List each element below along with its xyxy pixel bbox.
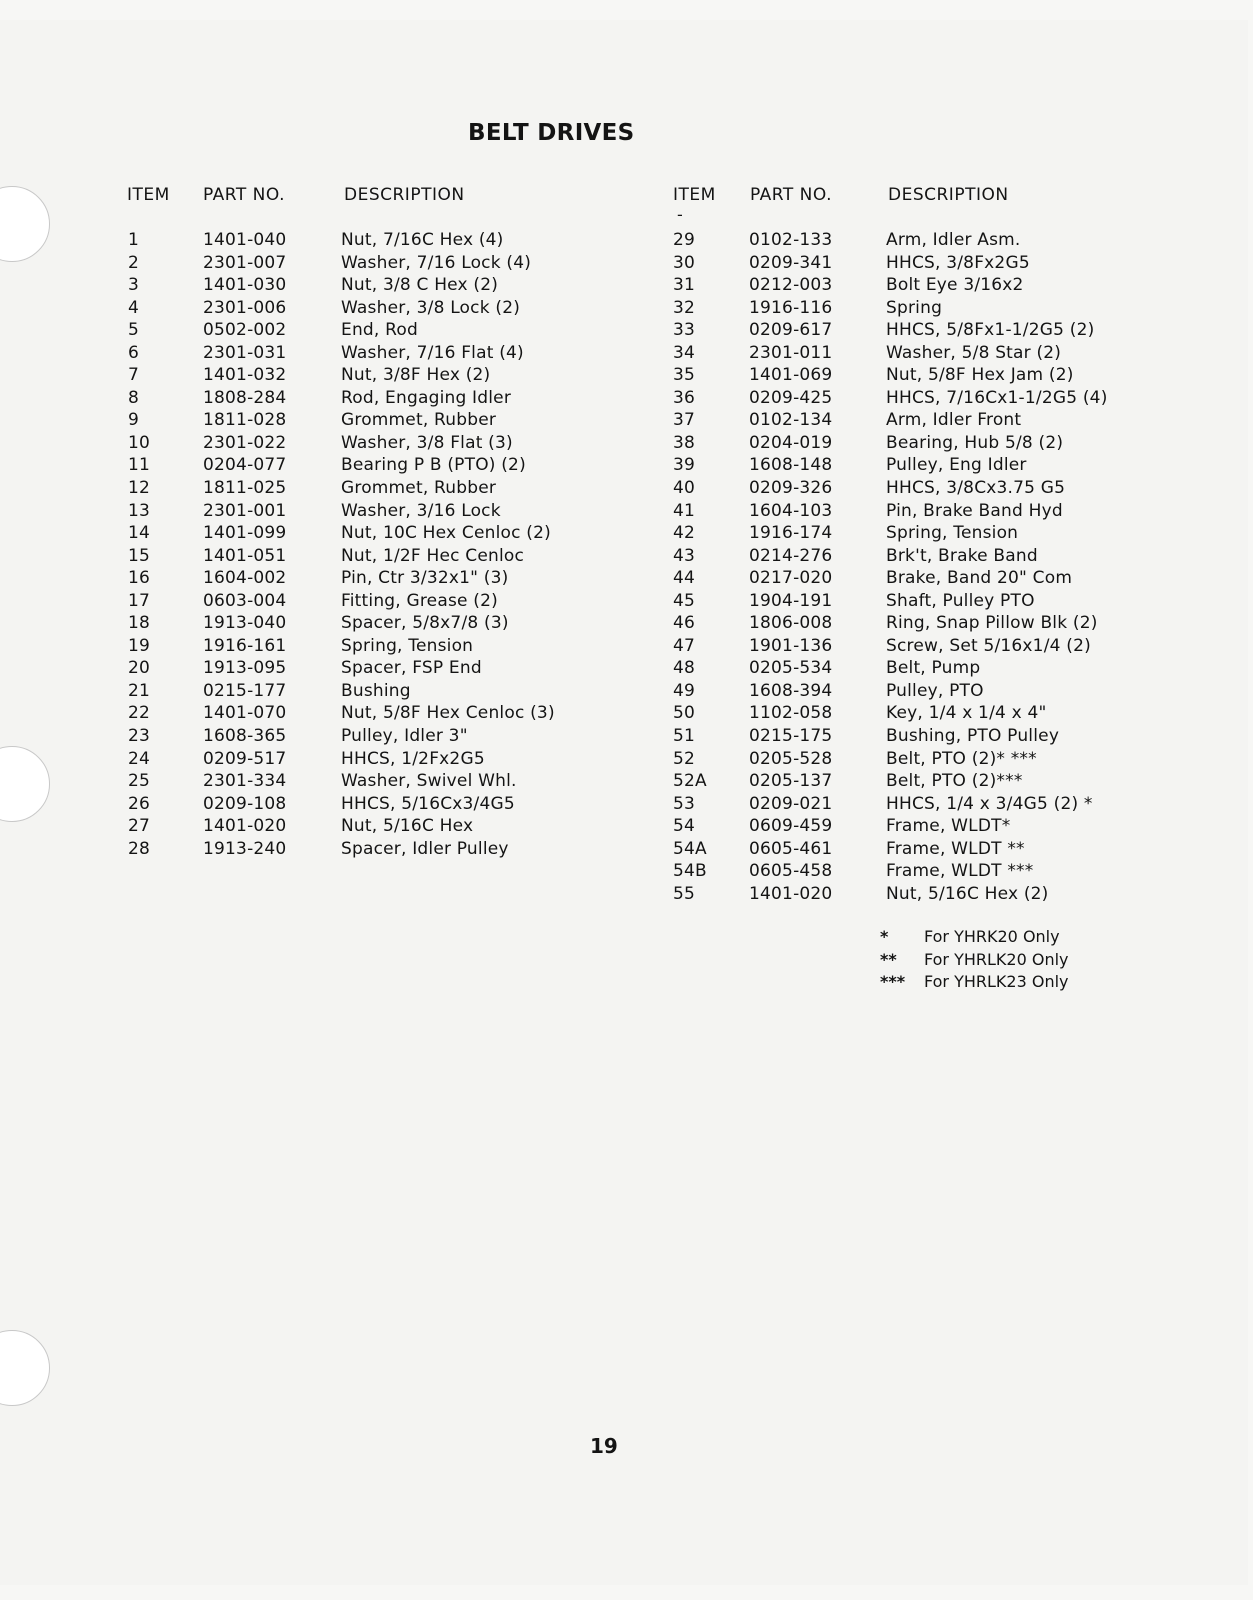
item-number: 53 [673,793,696,814]
item-number: 38 [673,432,696,453]
part-number: 1102-058 [749,703,833,724]
part-description: Nut, 5/8F Hex Cenloc (3) [341,703,555,724]
part-number: 1401-051 [203,545,287,566]
part-description: Screw, Set 5/16x1/4 (2) [886,635,1091,656]
part-description: Shaft, Pulley PTO [886,590,1035,611]
part-number: 2301-011 [749,342,833,363]
item-number: 19 [128,635,151,656]
footnotes [880,926,1069,994]
left-item-column [128,229,150,860]
part-number: 2301-001 [203,500,287,521]
part-description: Nut, 3/8 C Hex (2) [341,275,499,296]
part-number: 1401-070 [203,703,287,724]
item-number: 11 [128,455,151,476]
footnote-marker: * [880,927,889,946]
item-number: 9 [128,410,140,431]
part-description: HHCS, 1/2Fx2G5 [341,748,485,769]
part-description: Grommet, Rubber [341,410,497,431]
item-number: 43 [673,545,696,566]
part-number: 0215-175 [749,726,833,747]
item-number: 27 [128,816,151,837]
item-number: 6 [128,342,140,363]
part-description: Belt, Pump [886,658,981,679]
footnote-marker: *** [880,972,906,991]
part-number: 1608-365 [203,726,287,747]
part-description: HHCS, 5/16Cx3/4G5 [341,793,515,814]
item-number: 45 [673,590,696,611]
part-description: Bushing, PTO Pulley [886,726,1060,747]
item-number: 15 [128,545,151,566]
header-dash: - [677,205,683,224]
part-number: 1806-008 [749,613,833,634]
part-number: 1401-069 [749,365,833,386]
part-description: Washer, 3/16 Lock [341,500,501,521]
item-number: 36 [673,387,696,408]
item-number: 41 [673,500,696,521]
part-number: 2301-031 [203,342,287,363]
item-number: 24 [128,748,151,769]
right-item-column [673,229,707,905]
item-number: 50 [673,703,696,724]
header-item-right: ITEM [673,185,716,205]
part-description: Nut, 10C Hex Cenloc (2) [341,523,551,544]
part-description: Arm, Idler Asm. [886,230,1021,250]
part-number: 0102-134 [749,410,833,431]
item-number: 39 [673,455,696,476]
part-description: Nut, 5/8F Hex Jam (2) [886,365,1074,386]
part-number: 1401-032 [203,365,287,386]
item-number: 3 [128,275,140,296]
part-description: Washer, 7/16 Flat (4) [341,342,524,363]
part-number: 0609-459 [749,816,833,837]
item-number: 28 [128,838,151,859]
part-number: 0209-021 [749,793,833,814]
part-number: 1604-002 [203,568,287,589]
item-number: 12 [128,478,151,499]
part-description: Bearing, Hub 5/8 (2) [886,432,1064,453]
item-number: 4 [128,297,140,318]
part-description: Grommet, Rubber [341,478,497,499]
part-number: 1604-103 [749,500,833,521]
part-number: 1811-028 [203,410,287,431]
footnote-text: For YHRLK23 Only [924,972,1069,991]
part-description: Ring, Snap Pillow Blk (2) [886,613,1098,634]
page-number: 19 [590,1434,618,1458]
part-description: Washer, 3/8 Lock (2) [341,297,521,318]
item-number: 13 [128,500,151,521]
part-description: Spring, Tension [341,635,474,656]
part-description: End, Rod [341,320,418,341]
part-description: HHCS, 5/8Fx1-1/2G5 (2) [886,320,1095,341]
item-number: 5 [128,320,140,341]
part-number: 0204-077 [203,455,287,476]
part-number: 0209-108 [203,793,287,814]
item-number: 46 [673,613,696,634]
part-description: Nut, 3/8F Hex (2) [341,365,491,386]
part-number: 2301-006 [203,297,287,318]
part-description: Washer, 3/8 Flat (3) [341,432,513,453]
item-number: 20 [128,658,151,679]
part-description: Arm, Idler Front [886,410,1022,431]
part-description: Rod, Engaging Idler [341,387,512,408]
part-number: 1913-240 [203,838,287,859]
item-number: 10 [128,432,151,453]
part-number: 0209-425 [749,387,833,408]
part-number: 1401-030 [203,275,287,296]
part-number: 0205-137 [749,771,833,792]
part-description: Washer, Swivel Whl. [341,771,517,792]
part-number: 1401-020 [203,816,287,837]
part-number: 1808-284 [203,387,287,408]
item-number: 14 [128,523,151,544]
part-number: 0212-003 [749,275,833,296]
part-number: 0209-617 [749,320,833,341]
part-description: Pin, Ctr 3/32x1" (3) [341,568,509,589]
item-number: 30 [673,252,696,273]
part-description: HHCS, 1/4 x 3/4G5 (2) * [886,793,1093,814]
part-description: Key, 1/4 x 1/4 x 4" [886,703,1047,724]
part-description: Fitting, Grease (2) [341,590,498,611]
footnote [880,971,1069,994]
part-description: Bearing P B (PTO) (2) [341,455,526,476]
part-description: Frame, WLDT* [886,816,1011,837]
part-description: Spacer, 5/8x7/8 (3) [341,613,509,634]
item-number: 29 [673,230,696,250]
part-number: 1401-020 [749,883,833,904]
item-number: 44 [673,568,696,589]
part-number: 1916-161 [203,635,287,656]
item-number: 18 [128,613,151,634]
part-number: 0209-326 [749,478,833,499]
part-number: 1608-394 [749,680,833,701]
item-number: 17 [128,590,151,611]
part-description: Nut, 5/16C Hex [341,816,474,837]
part-description: Pin, Brake Band Hyd [886,500,1063,521]
item-number: 21 [128,680,151,701]
part-description: Nut, 1/2F Hec Cenloc [341,545,525,566]
part-number: 0217-020 [749,568,833,589]
footnote [880,926,1069,949]
item-number: 35 [673,365,696,386]
page-title: BELT DRIVES [468,120,635,146]
part-number: 0209-517 [203,748,287,769]
part-number: 0605-458 [749,861,833,882]
item-number: 52A [673,771,707,792]
part-description: Brk't, Brake Band [886,545,1038,566]
part-number: 1904-191 [749,590,833,611]
item-number: 47 [673,635,696,656]
item-number: 33 [673,320,696,341]
item-number: 31 [673,275,696,296]
item-number: 55 [673,883,696,904]
header-part-no-right: PART NO. [750,185,832,205]
part-description: Bolt Eye 3/16x2 [886,275,1024,296]
part-number: 1916-116 [749,297,833,318]
part-description: Spring, Tension [886,523,1019,544]
item-number: 32 [673,297,696,318]
footnote-text: For YHRLK20 Only [924,949,1069,969]
part-description: HHCS, 7/16Cx1-1/2G5 (4) [886,387,1108,408]
footnote-marker: ** [880,949,897,969]
item-number: 54B [673,861,707,882]
part-number: 0102-133 [749,230,833,250]
part-number: 1901-136 [749,635,833,656]
part-number: 1401-099 [203,523,287,544]
item-number: 42 [673,523,696,544]
item-number: 7 [128,365,140,386]
part-description: Spring [886,297,943,318]
part-description: Nut, 5/16C Hex (2) [886,883,1049,904]
part-number: 2301-334 [203,771,287,792]
item-number: 34 [673,342,696,363]
part-number: 0205-534 [749,658,833,679]
part-number: 0204-019 [749,432,833,453]
part-number: 1401-040 [203,230,287,250]
footnote-text: For YHRK20 Only [924,927,1060,946]
part-description: Frame, WLDT *** [886,861,1034,882]
item-number: 16 [128,568,151,589]
item-number: 52 [673,748,696,769]
item-number: 37 [673,410,696,431]
part-description: Belt, PTO (2)* *** [886,748,1037,769]
part-number: 0214-276 [749,545,833,566]
part-description: Brake, Band 20" Com [886,568,1073,589]
part-number: 0209-341 [749,252,833,273]
part-number: 1608-148 [749,455,833,476]
left-part-column [203,229,286,860]
item-number: 8 [128,387,140,408]
right-part-column [749,229,832,905]
part-number: 2301-022 [203,432,287,453]
item-number: 49 [673,680,696,701]
part-number: 1913-095 [203,658,287,679]
header-part-no-left: PART NO. [203,185,285,205]
item-number: 25 [128,771,151,792]
part-number: 1811-025 [203,478,287,499]
left-description-column [341,229,555,860]
part-description: Spacer, Idler Pulley [341,838,509,859]
item-number: 23 [128,726,151,747]
part-description: Washer, 5/8 Star (2) [886,342,1062,363]
part-description: Spacer, FSP End [341,658,482,679]
item-number: 54A [673,838,707,859]
part-number: 1916-174 [749,523,833,544]
footnote [880,949,1069,972]
item-number: 54 [673,816,696,837]
item-number: 40 [673,478,696,499]
part-description: HHCS, 3/8Cx3.75 G5 [886,478,1066,499]
item-number: 22 [128,703,151,724]
part-description: Belt, PTO (2)*** [886,771,1023,792]
part-description: Frame, WLDT ** [886,838,1025,859]
part-description: Pulley, PTO [886,680,984,701]
item-number: 48 [673,658,696,679]
part-number: 0603-004 [203,590,287,611]
part-number: 0205-528 [749,748,833,769]
item-number: 26 [128,793,151,814]
item-number: 2 [128,252,140,273]
part-number: 1913-040 [203,613,287,634]
item-number: 1 [128,230,140,250]
header-description-left: DESCRIPTION [344,185,465,205]
right-description-column [886,229,1108,905]
header-description-right: DESCRIPTION [888,185,1009,205]
part-description: Bushing [341,680,411,701]
part-description: Nut, 7/16C Hex (4) [341,230,504,250]
part-number: 2301-007 [203,252,287,273]
part-description: Pulley, Eng Idler [886,455,1027,476]
part-number: 0605-461 [749,838,833,859]
part-description: Washer, 7/16 Lock (4) [341,252,532,273]
item-number: 51 [673,726,696,747]
header-item-left: ITEM [127,185,170,205]
part-number: 0215-177 [203,680,287,701]
part-number: 0502-002 [203,320,287,341]
part-description: Pulley, Idler 3" [341,726,468,747]
part-description: HHCS, 3/8Fx2G5 [886,252,1030,273]
